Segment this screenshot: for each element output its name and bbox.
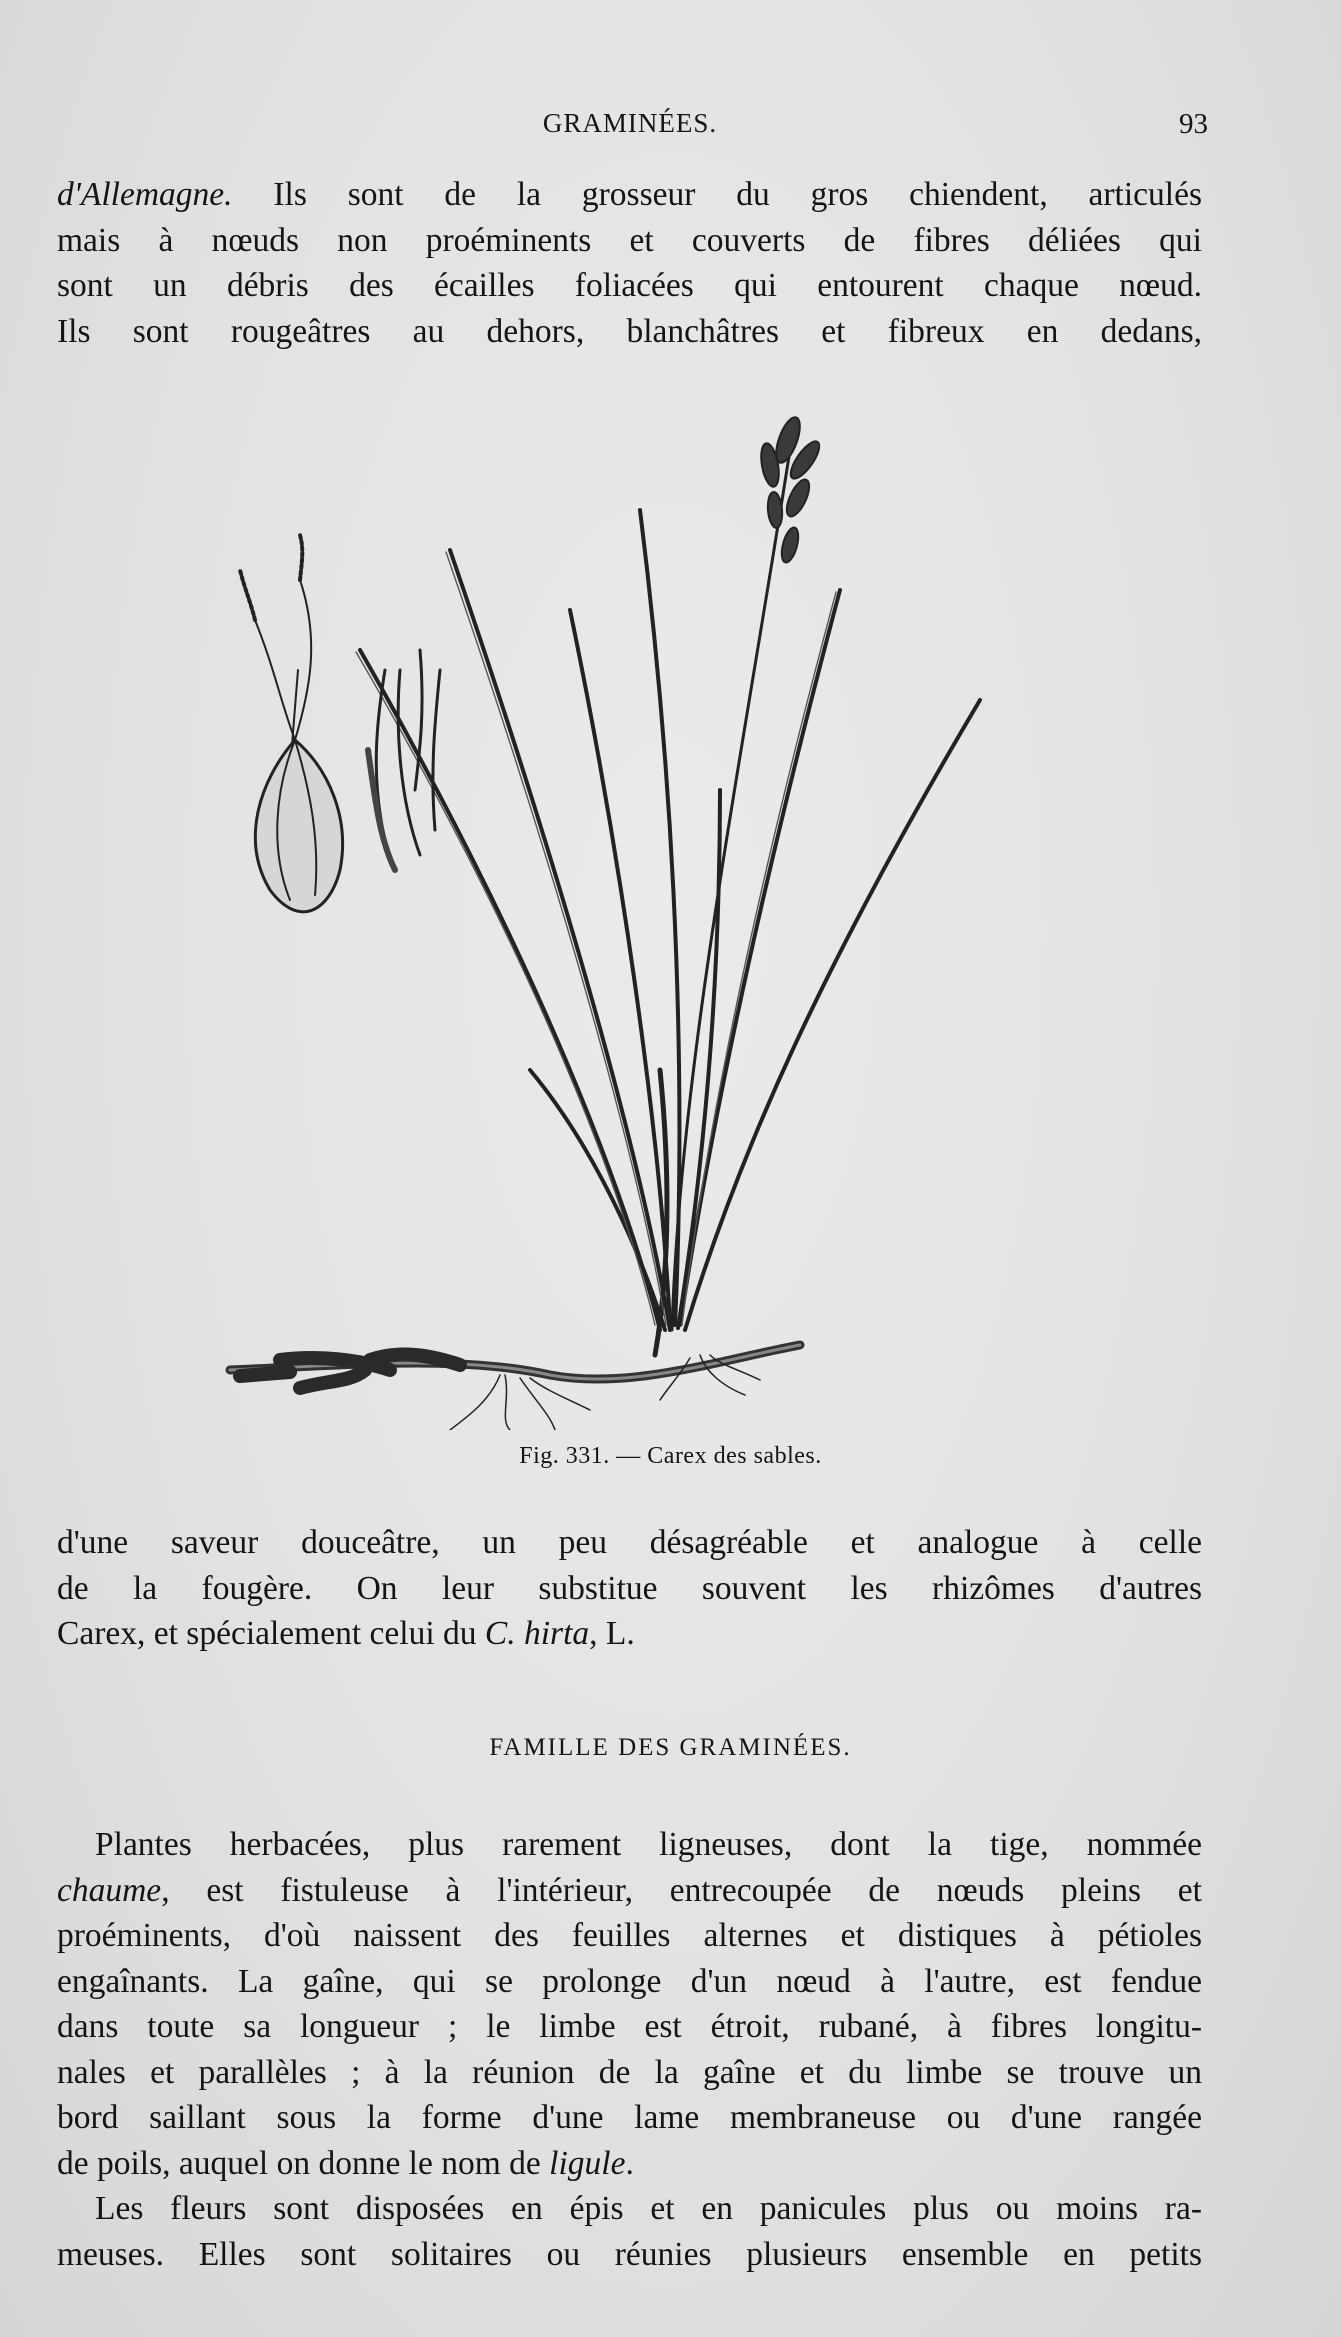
text-line: nales et parallèles ; à la réunion de la gaîne et du limbe se trouve un — [57, 2053, 1202, 2091]
page-number: 93 — [1179, 108, 1208, 140]
text-line: Ils sont rougeâtres au dehors, blanchâtres et fibreux en dedans, — [57, 312, 1202, 350]
italic-term: ligule — [549, 2144, 626, 2182]
text-line: d'une saveur douceâtre, un peu désagréable et analogue à celle — [57, 1524, 1202, 1561]
italic-term: chaume — [57, 1871, 162, 1909]
text-line: bord saillant sous la forme d'une lame membraneuse ou d'une rangée — [57, 2099, 1202, 2136]
running-head — [60, 108, 1208, 148]
text-line: Les fleurs sont disposées en épis et en panicules plus ou moins ra- — [95, 2190, 1202, 2227]
italic-term: d'Allemagne. — [57, 176, 233, 213]
text-line — [57, 172, 1202, 218]
text-span: , est fistuleuse à l'intérieur, entrecoupée de nœuds pleins et — [161, 1871, 1202, 1909]
section-heading: FAMILLE DES GRAMINÉES. — [489, 1734, 852, 1761]
text-line: dans toute sa longueur ; le limbe est étroit, rubané, à fibres longitu- — [57, 2008, 1202, 2045]
rhizome-scales — [240, 1355, 460, 1388]
text-span: Ils sont de la grosseur du gros chiendent, articulés — [232, 176, 1202, 213]
paragraph-continuation — [57, 172, 1202, 354]
utricle-detail — [240, 535, 343, 912]
text-span: Carex, et spécialement celui du — [57, 1615, 485, 1652]
text-line: meuses. Elles sont solitaires ou réunies plusieurs ensemble en petits — [57, 2235, 1202, 2273]
text-span: . — [625, 2144, 634, 2182]
text-line — [57, 2141, 1202, 2187]
text-line — [57, 1611, 1202, 1657]
text-line: sont un débris des écailles foliacées qui entourent chaque nœud. — [57, 267, 1202, 304]
text-span: , L. — [589, 1615, 635, 1652]
text-line: mais à nœuds non proéminents et couverts de fibres déliées qui — [57, 221, 1202, 259]
paragraph-continuation-2 — [57, 1520, 1202, 1657]
leaves — [360, 510, 980, 1330]
italic-species: C. hirta — [484, 1615, 590, 1652]
running-title: GRAMINÉES. — [542, 108, 718, 138]
text-span: de poils, auquel on donne le nom de — [57, 2144, 550, 2182]
paragraph-family-description — [57, 1822, 1202, 2277]
text-line: Plantes herbacées, plus rarement ligneuses, dont la tige, nommée — [95, 1826, 1202, 1863]
text-line: proéminents, d'où naissent des feuilles alternes et distiques à pétioles — [57, 1917, 1202, 1954]
text-line: engaînants. La gaîne, qui se prolonge d'un nœud à l'autre, est fendue — [57, 1962, 1202, 2000]
spikelets — [758, 414, 824, 564]
carex-illustration — [200, 370, 1100, 1430]
text-line: de la fougère. On leur substitue souvent les rhizômes d'autres — [57, 1569, 1202, 1607]
figure-caption: Fig. 331. — Carex des sables. — [519, 1443, 822, 1469]
text-line — [57, 1868, 1202, 1914]
